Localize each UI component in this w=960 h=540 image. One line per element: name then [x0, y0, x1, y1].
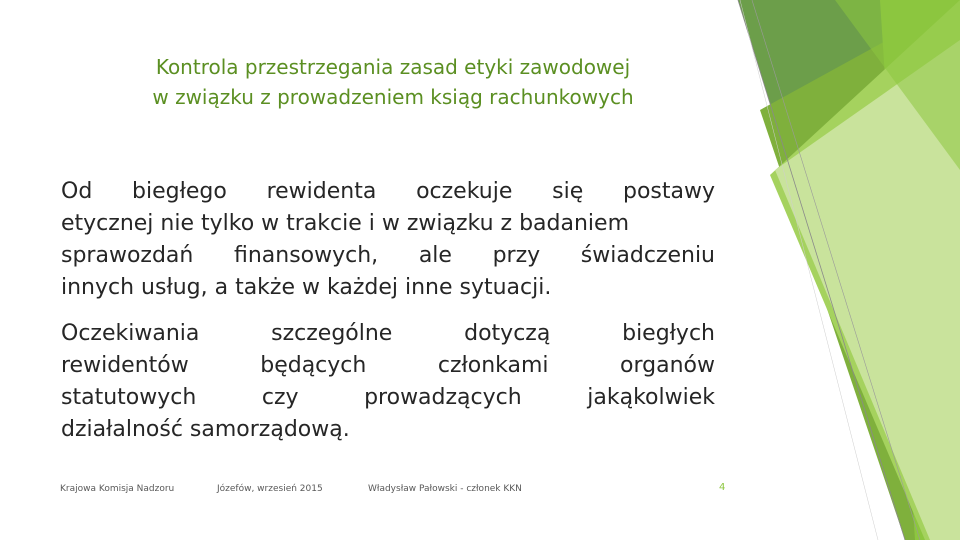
footer-author: Władysław Pałowski - członek KKN	[368, 484, 522, 494]
paragraph-1	[61, 176, 715, 304]
slide-title	[60, 52, 726, 112]
paragraph-line: etycznej nie tylko w trakcie i w związku z badaniem	[61, 211, 630, 236]
footer-date-location: Józefów, wrzesień 2015	[217, 484, 323, 494]
paragraph-line: statutowych czy prowadzących jakąkolwiek	[61, 385, 715, 410]
page-number: 4	[719, 482, 726, 493]
paragraph-line: Oczekiwania szczególne dotyczą biegłych	[61, 321, 715, 346]
paragraph-2	[61, 318, 715, 446]
paragraph-line: Od biegłego rewidenta oczekuje się postawy	[61, 179, 715, 204]
paragraph-line: innych usług, a także w każdej inne sytuacji.	[61, 275, 552, 300]
paragraph-line: sprawozdań finansowych, ale przy świadczeniu	[61, 243, 715, 268]
title-line-1: Kontrola przestrzegania zasad etyki zawodowej	[155, 55, 631, 79]
paragraph-line: rewidentów będących członkami organów	[61, 353, 715, 378]
paragraph-line: działalność samorządową.	[61, 417, 350, 442]
slide-body	[61, 176, 715, 460]
footer-organization: Krajowa Komisja Nadzoru	[60, 484, 175, 494]
title-line-2: w związku z prowadzeniem ksiąg rachunkowych	[152, 85, 634, 109]
